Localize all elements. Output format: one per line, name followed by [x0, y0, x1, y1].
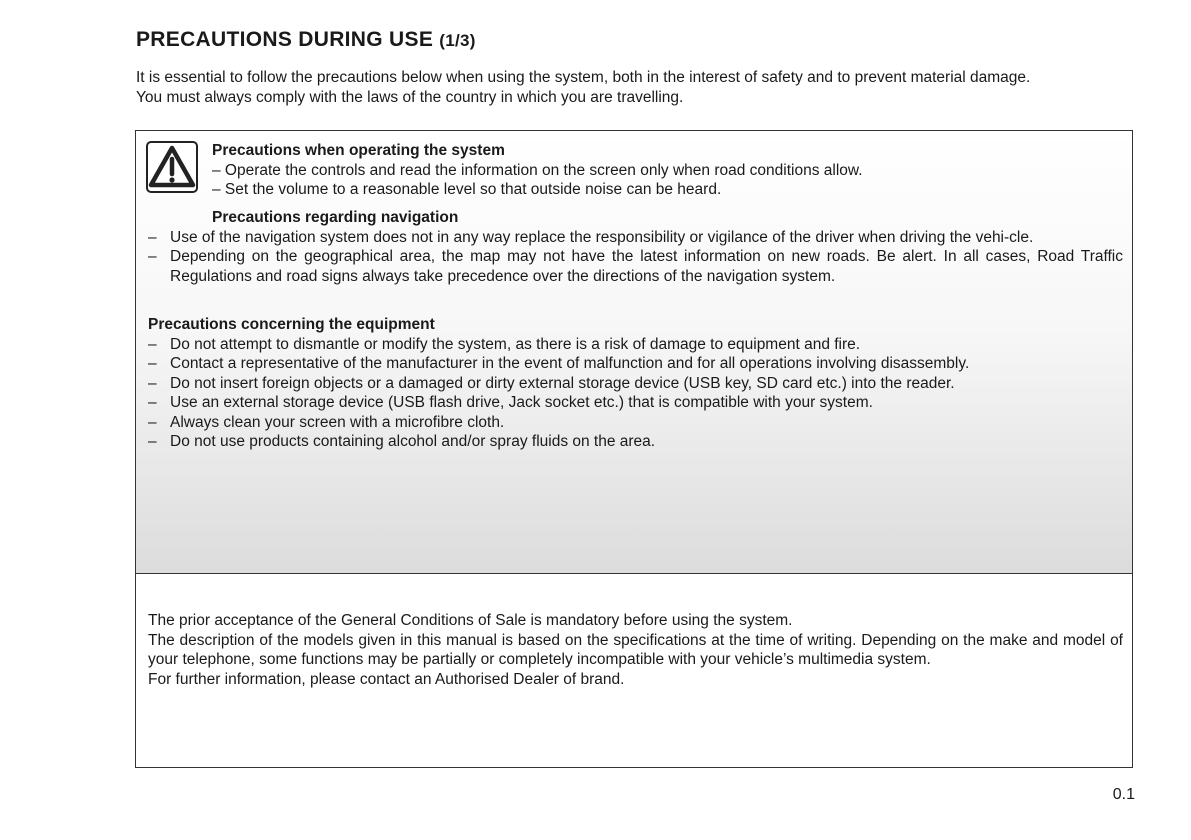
dash-bullet: – — [148, 355, 157, 372]
list-item — [148, 413, 1123, 433]
list-item — [148, 393, 1123, 413]
notice-paragraph: The description of the models given in this manual is based on the specifications at the time of writing. Depending on the make and model of your telephone, some functions may be partially or completely incompatible with your vehicle’s multimedia system. — [148, 631, 1123, 668]
list-item — [148, 432, 1123, 452]
operating-item-1: – Operate the controls and read the information on the screen only when road conditions allow. — [212, 161, 863, 179]
navigation-item-2: Depending on the geographical area, the map may not have the latest information on new roads. Be alert. In all cases, Road Traffic Regulations and road signs always take precedence over the directions of the navigation system. — [170, 248, 1123, 285]
equipment-section — [148, 315, 1123, 452]
equipment-heading: Precautions concerning the equipment — [148, 316, 435, 333]
list-item — [148, 228, 1123, 248]
operating-heading: Precautions when operating the system — [212, 142, 505, 159]
navigation-heading: Precautions regarding navigation — [212, 209, 459, 226]
dash-bullet: – — [148, 374, 157, 392]
intro-line-2: You must always comply with the laws of the country in which you are travelling. — [136, 89, 684, 106]
intro-line-1: It is essential to follow the precautions below when using the system, both in the interest of safety and to prevent material damage. — [136, 69, 1031, 86]
notice-line-1: The prior acceptance of the General Conditions of Sale is mandatory before using the system. — [148, 612, 793, 629]
navigation-list — [148, 228, 1123, 287]
navigation-section — [148, 208, 1123, 286]
warning-triangle-icon — [146, 141, 198, 193]
equipment-item-4: Use an external storage device (USB flash drive, Jack socket etc.) that is compatible with your system. — [170, 394, 873, 411]
page-title — [136, 28, 476, 52]
page-count: (1/3) — [439, 31, 476, 50]
dash-bullet: – — [148, 248, 157, 265]
list-item — [148, 354, 1123, 374]
dash-bullet: – — [148, 433, 157, 450]
equipment-item-3: Do not insert foreign objects or a damaged or dirty external storage device (USB key, SD card etc.) into the reader. — [170, 374, 955, 392]
page-number: 0.1 — [1112, 786, 1135, 803]
navigation-item-1: Use of the navigation system does not in any way replace the responsibility or vigilance of the driver when driving the vehi-cle. — [170, 228, 1034, 246]
precautions-panel — [136, 131, 1132, 574]
equipment-item-1: Do not attempt to dismantle or modify the system, as there is a risk of damage to equipment and fire. — [170, 335, 861, 353]
dash-bullet: – — [148, 413, 157, 431]
list-item — [148, 335, 1123, 355]
page-title-text: PRECAUTIONS DURING USE — [136, 28, 434, 51]
equipment-item-5: Always clean your screen with a microfibre cloth. — [170, 413, 505, 431]
dash-bullet: – — [148, 335, 157, 353]
notice-section — [148, 611, 1123, 689]
operating-item-2: – Set the volume to a reasonable level so that outside noise can be heard. — [212, 181, 722, 198]
equipment-list — [148, 335, 1123, 452]
precautions-box — [135, 130, 1133, 768]
operating-section — [212, 141, 863, 200]
equipment-item-2: Contact a representative of the manufacturer in the event of malfunction and for all operations involving disassembly. — [170, 355, 970, 372]
list-item — [148, 247, 1123, 286]
dash-bullet: – — [148, 394, 157, 411]
list-item — [148, 374, 1123, 394]
notice-line-3: For further information, please contact an Authorised Dealer of brand. — [148, 670, 625, 688]
intro-text — [136, 68, 1146, 108]
dash-bullet: – — [148, 228, 157, 246]
equipment-item-6: Do not use products containing alcohol and/or spray fluids on the area. — [170, 433, 656, 450]
